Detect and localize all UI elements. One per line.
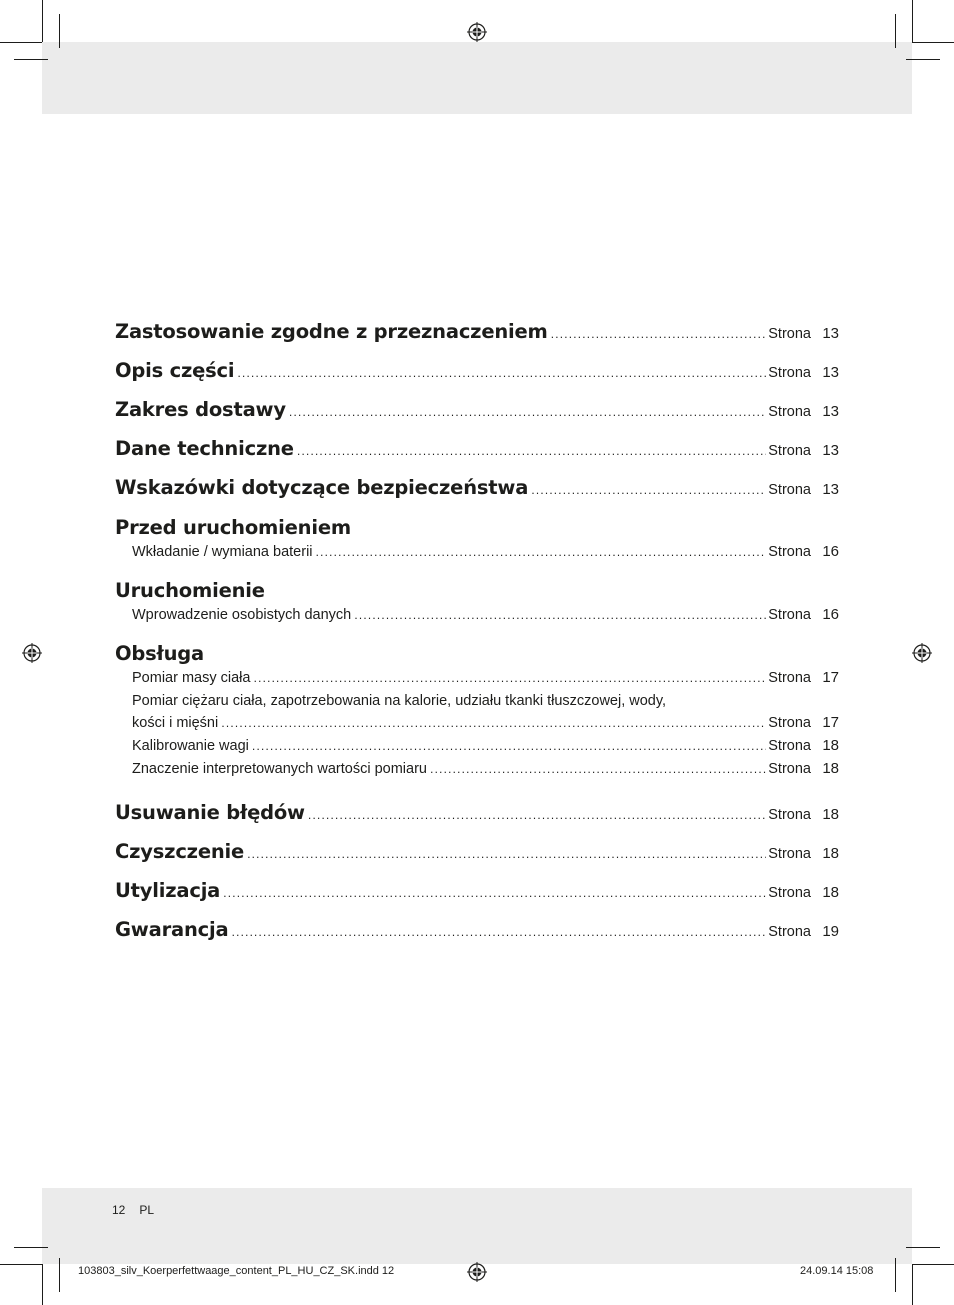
dot-leader — [247, 848, 766, 861]
dot-leader — [316, 542, 767, 564]
toc-entry-title: Zakres dostawy — [115, 398, 286, 421]
crop-mark — [895, 14, 896, 48]
toc-strona-label: Strona — [768, 544, 811, 560]
toc-entry[interactable] — [115, 840, 839, 863]
toc-strona-label: Strona — [768, 670, 811, 686]
dot-leader — [253, 668, 766, 690]
toc-subentry[interactable] — [115, 712, 839, 735]
toc-subentry[interactable] — [115, 758, 839, 781]
toc-subentry[interactable] — [115, 667, 839, 690]
toc-strona-label: Strona — [768, 761, 811, 777]
toc-page-number: 13 — [822, 325, 839, 342]
dot-leader — [354, 605, 766, 627]
toc-strona-label: Strona — [768, 365, 811, 381]
toc-page-number: 18 — [822, 884, 839, 901]
dot-leader — [289, 406, 766, 419]
toc-entry[interactable] — [115, 359, 839, 382]
toc-subentry-title: Wprowadzenie osobistych danych — [132, 607, 352, 623]
registration-mark-icon — [22, 643, 42, 663]
table-of-contents — [115, 320, 839, 957]
print-slug-datetime: 24.09.14 15:08 — [800, 1265, 874, 1277]
dot-leader — [231, 926, 766, 939]
toc-subentry-title: kości i mięśni — [132, 715, 219, 731]
toc-page-number: 13 — [822, 481, 839, 498]
registration-mark-icon — [467, 1262, 487, 1282]
crop-mark — [0, 1264, 42, 1265]
crop-mark — [912, 42, 954, 43]
toc-strona-label: Strona — [768, 326, 811, 342]
dot-leader — [430, 759, 766, 781]
toc-page-number: 13 — [822, 442, 839, 459]
page-number: 12 — [112, 1203, 126, 1217]
registration-mark-icon — [467, 22, 487, 42]
crop-mark — [906, 59, 940, 60]
dot-leader — [297, 445, 766, 458]
toc-subentry-title: Pomiar masy ciała — [132, 670, 251, 686]
toc-page-number: 18 — [822, 845, 839, 862]
toc-strona-label: Strona — [768, 715, 811, 731]
print-slug-file: 103803_silv_Koerperfettwaage_content_PL_HU_CZ_SK.indd 12 — [78, 1265, 395, 1277]
toc-subentry-title: Kalibrowanie wagi — [132, 738, 249, 754]
crop-mark — [42, 1264, 43, 1305]
toc-entry[interactable] — [115, 320, 839, 343]
toc-page-number: 16 — [822, 606, 839, 623]
toc-section-title: Przed uruchomieniem — [115, 516, 351, 539]
header-band — [42, 42, 912, 114]
dot-leader — [308, 809, 766, 822]
toc-page-number: 13 — [822, 364, 839, 381]
dot-leader — [237, 367, 766, 380]
registration-mark-icon — [912, 643, 932, 663]
toc-strona-label: Strona — [768, 443, 811, 459]
toc-entry-title: Zastosowanie zgodne z przeznaczeniem — [115, 320, 548, 343]
toc-strona-label: Strona — [768, 482, 811, 498]
crop-mark — [912, 0, 913, 42]
toc-entry-title: Czyszczenie — [115, 840, 245, 863]
footer-band — [42, 1188, 912, 1264]
toc-entry-title: Gwarancja — [115, 918, 229, 941]
toc-strona-label: Strona — [768, 738, 811, 754]
toc-entry-title: Usuwanie błędów — [115, 801, 305, 824]
toc-subentry-title: Wkładanie / wymiana baterii — [132, 544, 313, 560]
crop-mark — [895, 1258, 896, 1292]
toc-subentry[interactable] — [115, 735, 839, 758]
crop-mark — [59, 1258, 60, 1292]
language-code: PL — [139, 1203, 155, 1217]
toc-page-number: 16 — [822, 543, 839, 560]
toc-page-number: 17 — [822, 714, 839, 731]
toc-strona-label: Strona — [768, 885, 811, 901]
crop-mark — [14, 1247, 48, 1248]
dot-leader — [252, 736, 766, 758]
toc-section-title: Uruchomienie — [115, 579, 265, 602]
toc-strona-label: Strona — [768, 404, 811, 420]
toc-strona-label: Strona — [768, 607, 811, 623]
toc-page-number: 19 — [822, 923, 839, 940]
dot-leader — [531, 484, 766, 497]
toc-page-number: 18 — [822, 760, 839, 777]
crop-mark — [912, 1264, 954, 1265]
toc-entry[interactable] — [115, 437, 839, 460]
crop-mark — [0, 42, 42, 43]
toc-entry-title: Wskazówki dotyczące bezpieczeństwa — [115, 476, 529, 499]
toc-section — [115, 515, 839, 564]
toc-subentry-title: Znaczenie interpretowanych wartości pomiaru — [132, 761, 427, 777]
toc-entry[interactable] — [115, 476, 839, 499]
page-footer — [112, 1203, 168, 1217]
toc-entry[interactable] — [115, 918, 839, 941]
toc-entry[interactable] — [115, 879, 839, 902]
crop-mark — [912, 1264, 913, 1305]
dot-leader — [551, 328, 767, 341]
toc-section-title: Obsługa — [115, 642, 204, 665]
crop-mark — [14, 59, 48, 60]
toc-page-number: 13 — [822, 403, 839, 420]
toc-page-number: 17 — [822, 669, 839, 686]
toc-entry-title: Utylizacja — [115, 879, 221, 902]
toc-entry-title: Dane techniczne — [115, 437, 294, 460]
toc-section — [115, 578, 839, 627]
toc-strona-label: Strona — [768, 924, 811, 940]
toc-subentry[interactable] — [115, 541, 839, 564]
toc-entry[interactable] — [115, 801, 839, 824]
toc-subentry-title-line[interactable]: Pomiar ciężaru ciała, zapotrzebowania na kalorie, udziału tkanki tłuszczowej, wody, — [132, 693, 667, 709]
toc-section — [115, 641, 839, 781]
dot-leader — [223, 887, 766, 900]
toc-entry[interactable] — [115, 398, 839, 421]
crop-mark — [42, 0, 43, 42]
crop-mark — [906, 1247, 940, 1248]
toc-strona-label: Strona — [768, 807, 811, 823]
toc-entry-title: Opis części — [115, 359, 235, 382]
toc-page-number: 18 — [822, 806, 839, 823]
toc-subentry[interactable] — [115, 604, 839, 627]
dot-leader — [221, 713, 766, 735]
crop-mark — [59, 14, 60, 48]
toc-strona-label: Strona — [768, 846, 811, 862]
toc-page-number: 18 — [822, 737, 839, 754]
